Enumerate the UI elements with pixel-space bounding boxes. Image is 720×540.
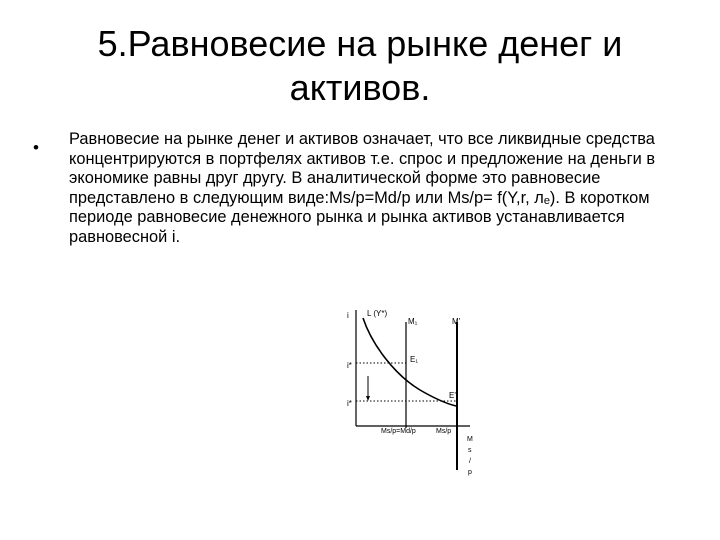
title-line-2: активов.	[289, 67, 431, 108]
x-axis-vertical-0: M	[467, 436, 473, 443]
curve-label: L (Y*)	[367, 309, 388, 318]
eq1-label: E₁	[410, 355, 419, 364]
x-axis-vertical-2: /	[469, 458, 471, 465]
x-axis-vertical-3: p	[468, 469, 472, 476]
x-label-supply: Ms/p	[436, 428, 452, 435]
x-axis-vertical-1: s	[468, 447, 472, 454]
x-label-equilibrium: Ms/p=Md/p	[381, 428, 416, 435]
bullet-marker: •	[33, 138, 39, 157]
y-axis-label: i	[347, 311, 349, 320]
supply1-label: M₁	[408, 317, 418, 326]
eq2-label: E'	[449, 391, 456, 400]
i-star-lower-label: i*	[347, 399, 352, 408]
supply2-label: M'	[452, 317, 461, 326]
body-paragraph: Равновесие на рынке денег и активов означает, что все ликвидные средства концентрируются в портфелях активов т.е. спрос и предложение на деньги в экономике равны друг другу. В аналитической форме это равновесие представлено в следующим виде:Ms/p=Md/p или Ms/p= f(Y,r, лₑ). В коротком периоде равновесие денежного рынка и рынка активов устанавливается равновесной i.	[69, 130, 656, 246]
i-star-upper-label: i*	[347, 361, 352, 370]
shift-arrow-head	[366, 396, 370, 401]
title-line-1: 5.Равновесие на рынке денег и	[97, 23, 623, 64]
